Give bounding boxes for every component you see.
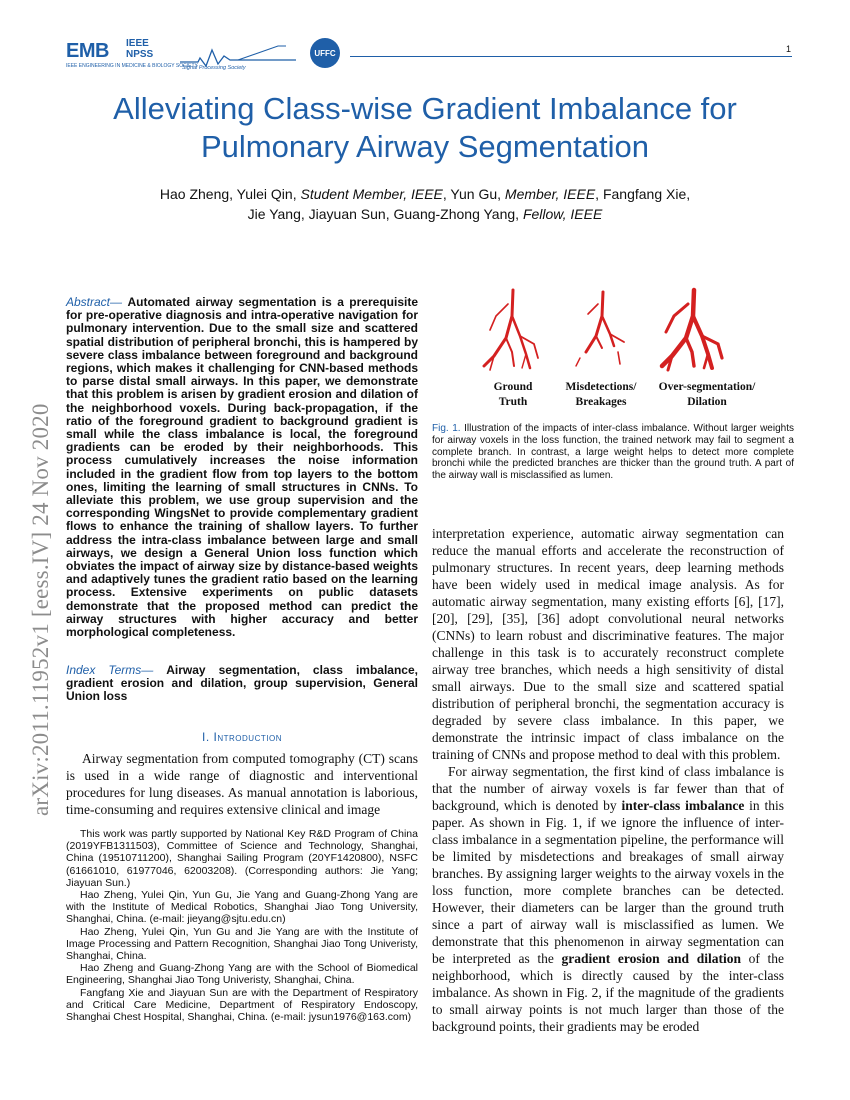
index-terms <box>66 664 418 704</box>
label-misdetections: Misdetections/ <box>565 381 637 393</box>
p2-term-gradient-erosion: gradient erosion and dilation <box>561 951 741 966</box>
label-dilation: Dilation <box>687 395 727 408</box>
footnote-affiliation-3: Hao Zheng and Guang-Zhong Yang are with the School of Biomedical Engineering, Shanghai Jiao Tong Univeristy, Shanghai, China. <box>66 962 418 987</box>
title-line-2: Pulmonary Airway Segmentation <box>200 129 649 164</box>
section-number: I. <box>202 730 214 744</box>
index-terms-text: Airway segmentation, class imbalance, gradient erosion and dilation, group supervision, General Union loss <box>66 663 418 704</box>
authors-part-4: Jie Yang, Jiayuan Sun, Guang-Zhong Yang, <box>247 206 523 222</box>
emb-logo: EMB <box>66 40 109 62</box>
intro-paragraph-left <box>66 750 418 818</box>
abstract-lead: Abstract <box>66 295 111 309</box>
authors-part-1: Hao Zheng, Yulei Qin, <box>159 186 301 202</box>
arxiv-stamp: arXiv:2011.11952v1 [eess.IV] 24 Nov 2020 <box>28 403 53 816</box>
index-terms-dash: — <box>141 663 167 677</box>
figure-caption-text: Illustration of the impacts of inter-class imbalance. Without larger weights for airway voxels in the loss function, the trained network may fail to segment a complete branch. In contrast, a large weight helps to detect more complete bronchi while the predicted branches are thicker than the ground truth. A part of the airway wall is misclassified as lumen. <box>432 423 794 482</box>
figure-caption-label: Fig. 1. <box>432 423 461 434</box>
figure-label-misdetections <box>554 380 648 409</box>
ieee-logo-text: IEEE <box>126 38 149 49</box>
paper-title <box>40 90 810 166</box>
section-title: Introduction <box>213 730 282 744</box>
label-ground: Ground <box>493 381 533 393</box>
author-list <box>60 184 790 224</box>
authors-part-3: , Fangfang Xie, <box>595 186 691 202</box>
label-breakages: Breakages <box>575 395 627 408</box>
footnote-funding: This work was partly supported by National Key R&D Program of China (2019YFB1311503), Committee of Science and Technology, Shanghai, China (19510711200), Shanghai Sailing Program (20YF1420800), NSFC (61661010, 61977046, 62003208). (Corresponding authors: Jie Yang; Jiayuan Sun.) <box>66 828 418 889</box>
intro-text-left: Airway segmentation from computed tomography (CT) scans is used in a wide range of diagnostic and interventional procedures for lung diseases. As manual annotation is laborious, time-consuming and requires extensive clinical and image <box>66 751 418 817</box>
title-line-1: Alleviating Class-wise Gradient Imbalance for <box>113 91 737 126</box>
abstract-dash: — <box>110 295 128 309</box>
header-rule <box>350 56 792 57</box>
p2-term-inter-class: inter-class imbalance <box>621 798 745 813</box>
intro-paragraph-1-continued: interpretation experience, automatic airway segmentation can reduce the manual efforts and accelerate the reconstruction of pulmonary structures. In recent years, deep learning methods have been widely used in medical image analysis. As for automatic airway segmentation, many existing efforts [6], [17], [20], [29], [35], [36] adopt convolutional neural networks (CNNs) to learn robust and discriminative features. The major challenge in this task is to accurately reconstruct complete airway tree branches, which needs a high sensitivity of distal small airways. Due to the small size and scattered spatial distribution of peripheral bronchi, the segmentation accuracy is degraded by severe class imbalance. In this paper, we demonstrate the intrinsic impact of class imbalance on the training of CNNs and propose method to deal with this problem. <box>432 526 784 762</box>
footnote-affiliation-1: Hao Zheng, Yulei Qin, Yun Gu, Jie Yang and Guang-Zhong Yang are with the Institute of Medical Robotics, Shanghai Jiao Tong University, Shanghai, China. (e-mail: jieyang@sjtu.edu.cn) <box>66 889 418 926</box>
airway-misdetection-image <box>576 292 624 366</box>
sps-logo-text: Signal Processing Society <box>182 65 246 70</box>
author-role-4: Fellow, IEEE <box>522 206 603 222</box>
abstract <box>66 296 418 639</box>
figure-label-over-segmentation <box>644 380 770 409</box>
label-truth: Truth <box>498 395 528 408</box>
footnotes <box>66 828 418 1023</box>
footnote-affiliation-4: Fangfang Xie and Jiayuan Sun are with the Department of Respiratory and Critical Care Medicine, Department of Respiratory Endoscopy, Shanghai Chest Hospital, Shanghai, China. (e-mail: jysun1976@163.com) <box>66 986 418 1024</box>
emb-logo-subtitle: IEEE ENGINEERING IN MEDICINE & BIOLOGY SOCIETY <box>66 63 198 69</box>
author-role-1: Student Member, IEEE <box>300 186 443 202</box>
section-heading-introduction <box>66 730 418 744</box>
figure-1-caption <box>432 423 794 482</box>
p2-text-c: in this paper. As shown in Fig. 1, if we ignore the influence of inter-class imbalance in a segmentation pipeline, the performance will be limited by misdetections and breakages of small airway branches. By assigning larger weights to the airway voxels in the loss function, more complete branches can be detected. However, their diameters can be larger than the ground truth since a part of airway wall is misclassified as lumen. We demonstrate that this phenomenon in airway segmentation can be interpreted as the <box>432 798 784 966</box>
author-role-2: Member, IEEE <box>504 186 596 202</box>
p2-text-e: of the neighborhood, which is directly caused by the inter-class imbalance. As shown in Fig. 2, if the magnitude of the gradients to small airway points is not much larger than those of the background points, their gradients may be eroded <box>432 951 784 1034</box>
label-over-segmentation: Over-segmentation/ <box>658 381 756 393</box>
intro-paragraph-2 <box>432 763 784 1035</box>
authors-part-2: , Yun Gu, <box>442 186 505 202</box>
abstract-text: Automated airway segmentation is a prerequisite for pre-operative diagnosis and intra-operative navigation for pulmonary intervention. Due to the small size and scattered spatial distribution of peripheral bronchi, this is hampered by severe class imbalance between foreground and background regions, which makes it challenging for CNN-based methods to parse distal small airways. In this paper, we demonstrate that this problem is arisen by gradient erosion and dilation of the neighborhood voxels. During back-propagation, if the ratio of the foreground gradient to background gradient is small while the class imbalance is local, the foreground gradients can be eroded by their neighborhoods. This process cumulatively increases the noise information included in the gradient flow from top layers to the bottom ones, limiting the learning of small structures in CNNs. To alleviate this problem, we use group supervision and the corresponding WingsNet to provide complementary gradient flows to enhance the training of shallow layers. To further address the intra-class imbalance between large and small airways, we design a General Union loss function which obviates the impact of airway size by distance-based weights and adaptively tunes the gradient ratio based on the learning process. Extensive experiments on public datasets demonstrate that the proposed method can predict the airway structures with higher accuracy and better morphological completeness. <box>66 295 418 640</box>
airway-ground-truth-image <box>484 290 538 370</box>
figure-1-labels <box>432 380 794 414</box>
npss-logo-text: NPSS <box>126 49 154 60</box>
intro-paragraphs-right <box>432 525 784 1035</box>
footnote-affiliation-2: Hao Zheng, Yulei Qin, Yun Gu and Jie Yang are with the Institute of Image Processing and Pattern Recognition, Shanghai Jiao Tong Univeristy, Shanghai, China. <box>66 925 418 963</box>
header-logos <box>66 36 346 72</box>
p2-text-a: For airway segmentation, the first kind of class imbalance is that the number of airway voxels is far fewer than that of background, which is denoted by <box>432 764 784 813</box>
npss-logo <box>126 38 153 60</box>
page-number: 1 <box>786 44 792 54</box>
signal-processing-society-logo <box>178 44 298 70</box>
figure-label-ground-truth <box>482 380 544 409</box>
index-terms-lead: Index Terms <box>66 663 142 677</box>
uffc-logo: UFFC <box>310 38 340 68</box>
airway-over-segmentation-image <box>662 290 722 370</box>
